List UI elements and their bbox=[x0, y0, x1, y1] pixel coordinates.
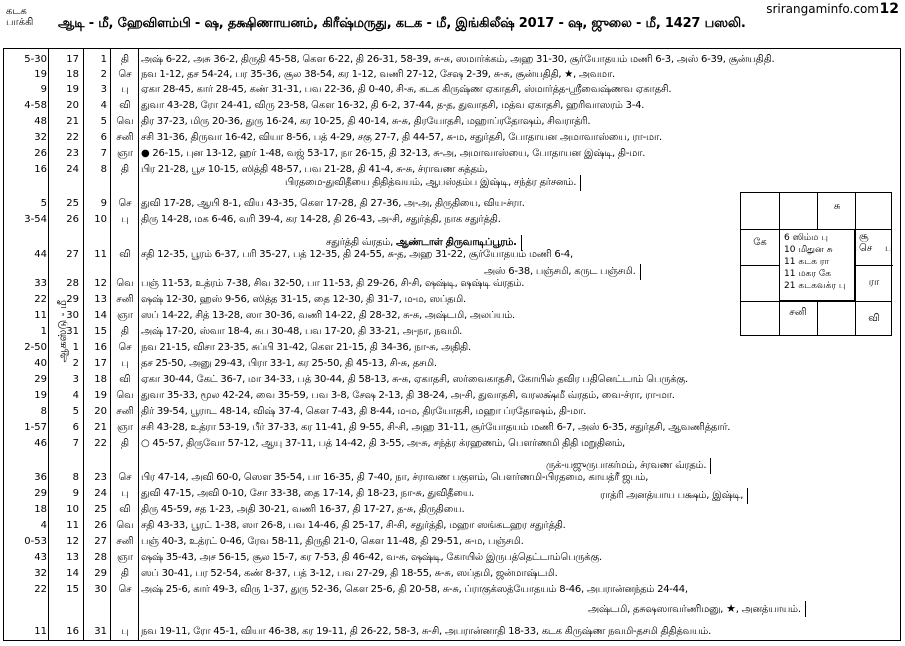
tamil-date-cell: 19 bbox=[94, 390, 107, 401]
english-date-cell: 1 bbox=[72, 342, 79, 353]
tamil-date-cell: 5 bbox=[100, 116, 107, 127]
details-cell: சதி 12-35, பூரம் 6-37, பரி 35-27, பத் 12-35, தி 24-55, சு-த, அஹ 31-22, சூர்யோதயம் மணி 6-4, bbox=[141, 249, 573, 260]
weekday-cell: வெ bbox=[116, 278, 134, 289]
paakki-cell: 9 bbox=[40, 84, 47, 95]
table-row bbox=[3, 624, 901, 640]
table-row bbox=[3, 114, 901, 130]
row-note-22: ருக்-யஜுருபாகர்மம், ச்ரவண வ்ரதம். bbox=[546, 458, 711, 474]
paakki-cell: 22 bbox=[34, 294, 47, 305]
table-row bbox=[3, 502, 901, 518]
paakki-cell: 16 bbox=[34, 164, 47, 175]
english-date-cell: 22 bbox=[66, 132, 79, 143]
rasi-ra: ரா bbox=[868, 277, 880, 288]
table-row bbox=[3, 52, 901, 68]
tamil-date-cell: 8 bbox=[100, 164, 107, 175]
details-cell: ஸப் 14-22, சித் 13-28, ஸா 30-36, வணி 14-22, தி 28-32, சு-சு, அஷ்டமி, அலப்யம். bbox=[141, 310, 515, 321]
table-row bbox=[3, 82, 901, 98]
rasi-right1: சூ bbox=[859, 231, 869, 242]
details-cell: திரு 45-59, சத 1-23, அதி 30-21, வணி 16-37, தி 17-27, த-சு, திருதியை. bbox=[141, 504, 465, 515]
details-cell: பிர 21-28, பூச 10-15, ஸித்தி 48-57, பவ 21-28, தி 41-4, சு-சு, ச்ராவண சுத்தம், bbox=[141, 164, 488, 175]
rasi-chart bbox=[740, 192, 892, 336]
table-row bbox=[3, 420, 901, 436]
table-row bbox=[3, 550, 901, 566]
rasi-inner-line: 11 கடக ரா bbox=[784, 257, 830, 267]
details-cell: அஷ் 25-6, கார் 49-3, விரு 1-37, துரு 52-36, கௌ 25-6, தி 20-58, சு-சு, ப்ராகுக்ஸத்யோதயம் 8-46, அபரான்னந்தம் 24-44, bbox=[141, 584, 688, 595]
weekday-cell: செ bbox=[118, 69, 132, 80]
paakki-cell: 19 bbox=[34, 390, 47, 401]
kataka-label bbox=[6, 6, 33, 28]
english-date-cell: 26 bbox=[66, 214, 79, 225]
paakki-cell: 19 bbox=[34, 69, 47, 80]
star-icon: ★ bbox=[726, 602, 736, 615]
kataka-text: கடக bbox=[6, 6, 27, 17]
paakki-cell: 40 bbox=[34, 358, 47, 369]
weekday-cell: செ bbox=[118, 584, 132, 595]
english-date-cell: 10 bbox=[66, 504, 79, 515]
english-date-cell: 14 bbox=[66, 568, 79, 579]
paakki-cell: 29 bbox=[34, 374, 47, 385]
page-number: 12 bbox=[879, 1, 899, 17]
details-cell: துவா 35-33, மூல 42-24, வை 35-59, பவ 3-8, சேஷ 2-13, தி 38-24, அ-சி, துவாதசி, வரலக்ஷ்மீ வ்ரதம், வை-ச்ரா, ரா-மா. bbox=[141, 390, 675, 401]
note-10-b: ஆண்டாள் திருவாடிப்பூரம். bbox=[395, 237, 517, 248]
paakki-cell: 0-53 bbox=[24, 536, 47, 547]
english-date-cell: 2 bbox=[72, 358, 79, 369]
details-cell: நவ 21-15, விசா 23-35, சுப்பி 31-42, கௌ 21-15, தி 34-36, நா-சு, அதிதி. bbox=[141, 342, 471, 353]
rasi-vi: வி bbox=[868, 313, 880, 324]
tamil-date-cell: 22 bbox=[94, 438, 107, 449]
weekday-cell: பு bbox=[121, 214, 129, 225]
tamil-date-cell: 7 bbox=[100, 148, 107, 159]
tamil-date-cell: 30 bbox=[94, 584, 107, 595]
row-note-30 bbox=[588, 601, 806, 617]
weekday-cell: ஞா bbox=[117, 148, 133, 159]
english-date-cell: 29 bbox=[66, 294, 79, 305]
english-date-cell: 21 bbox=[66, 116, 79, 127]
paakki-cell: 5 bbox=[40, 198, 47, 209]
weekday-cell: தி bbox=[120, 326, 130, 337]
details-cell: துவி 17-28, ஆயி 8-1, விய 43-35, கௌ 17-28, தி 27-36, அ-அ, திருதியை, விய-ச்ரா. bbox=[141, 198, 525, 209]
tamil-date-cell: 18 bbox=[94, 374, 107, 385]
row-note-23: ராத்ரி அனத்யாய பக்ஷம், இஷ்டி, bbox=[600, 488, 748, 504]
details-cell: திர் 39-54, பூராட 48-14, விஷ் 37-4, கௌ 7-43, தி 8-44, ம-ம, திரயோதசி, மஹா ப்ரதோஷம், தி-மா. bbox=[141, 406, 587, 417]
page-title: ஆடி - மீ, ஹேவிளம்பி - ஷ, தக்ஷிணாயனம், கிரீஷ்மருது, கடக - மீ, இங்கிலீஷ் 2017 - ஷ, ஜுலை - மீ, 1427 பஸலி. bbox=[58, 16, 746, 31]
table-row bbox=[3, 388, 901, 404]
tamil-date-cell: 26 bbox=[94, 520, 107, 531]
tamil-date-cell: 15 bbox=[94, 326, 107, 337]
page-header bbox=[0, 0, 905, 48]
paakki-cell: 29 bbox=[34, 488, 47, 499]
rasi-inner bbox=[779, 229, 855, 301]
english-date-cell: 18 bbox=[66, 69, 79, 80]
rasi-inner-line: 21 கடகவக்ர பு bbox=[784, 281, 846, 291]
details-cell: சசி 31-36, திருவா 16-42, வியா 8-56, பத் 4-29, சகு 27-7, தி 44-57, சு-ம, சதுர்தசி, போதாயன அமாவாஸ்யை, ரா-மா. bbox=[141, 132, 662, 143]
details-cell: அஷ் 17-20, ஸ்வா 18-4, சுப 30-48, பவ 17-20, தி 33-21, அ-நா, நவமி. bbox=[141, 326, 463, 337]
english-date-cell: 25 bbox=[66, 198, 79, 209]
english-date-cell: 3 bbox=[72, 374, 79, 385]
weekday-cell: தி bbox=[120, 568, 130, 579]
weekday-cell: சனி bbox=[116, 132, 134, 143]
rasi-sani: சனி bbox=[789, 307, 807, 318]
english-date-cell: 4 bbox=[72, 390, 79, 401]
english-date-cell: 12 bbox=[66, 536, 79, 547]
weekday-cell: வி bbox=[119, 249, 131, 260]
english-date-cell: 19 bbox=[66, 84, 79, 95]
paakki-cell: 46 bbox=[34, 438, 47, 449]
rasi-top-planet: சு bbox=[833, 201, 841, 212]
details-cell: துவி 47-15, அவி 0-10, சோ 33-38, தை 17-14, தி 18-23, நா-சு, துவிதீயை. bbox=[141, 488, 475, 499]
paakki-cell: 32 bbox=[34, 568, 47, 579]
table-row bbox=[3, 67, 901, 83]
tamil-date-cell: 14 bbox=[94, 310, 107, 321]
english-date-cell: 30 bbox=[66, 310, 79, 321]
english-date-cell: 16 bbox=[66, 626, 79, 637]
details-cell: ஏகா 30-44, கேட் 36-7, மா 34-33, பத் 30-44, தி 58-13, சு-சு, ஏகாதசி, ஸர்வைகாதசி, கோயில் தவிர பதினெட்டாம் பெருக்கு. bbox=[141, 374, 688, 385]
english-date-cell: 23 bbox=[66, 148, 79, 159]
details-cell: பிர 47-14, அவி 60-0, ஸௌ 35-54, பா 16-35, தி 7-40, நா, ச்ராவண பகுளம், பௌர்ணமி-பிரதமை, காயத்ரீ ஜபம், bbox=[141, 472, 649, 483]
rasi-right2: செ bbox=[859, 243, 873, 254]
tamil-date-cell: 13 bbox=[94, 294, 107, 305]
weekday-cell: வி bbox=[119, 504, 131, 515]
table-row bbox=[3, 340, 901, 356]
row-note-10 bbox=[326, 235, 522, 251]
table-row bbox=[3, 356, 901, 372]
paakki-cell: 1 bbox=[40, 326, 47, 337]
details-cell: ஷஷ் 35-43, அச 56-15, சூல 15-7, கர 7-53, தி 46-42, வ-சு, ஷஷ்டி, கோயில் இருபத்தெட்டாம்பெருக்கு. bbox=[141, 552, 602, 563]
weekday-cell: சனி bbox=[116, 294, 134, 305]
tamil-date-cell: 23 bbox=[94, 472, 107, 483]
tamil-date-cell: 16 bbox=[94, 342, 107, 353]
tamil-date-cell: 20 bbox=[94, 406, 107, 417]
paakki-cell: 36 bbox=[34, 472, 47, 483]
weekday-cell: சனி bbox=[116, 536, 134, 547]
details-cell: நவ 1-12, தச 54-24, பர 35-36, சூல 38-54, கர 1-12, வணி 27-12, சேஷ 2-39, சு-சு, சூன்யதிதி, ★, அவமா. bbox=[141, 69, 615, 80]
weekday-cell: வெ bbox=[116, 520, 134, 531]
table-row bbox=[3, 518, 901, 534]
grid-line bbox=[817, 301, 818, 335]
english-date-cell: 5 bbox=[72, 406, 79, 417]
paakki-cell: 11 bbox=[34, 310, 47, 321]
details-cell: ○ 45-57, திருவோ 57-12, ஆயு 37-11, பத் 14-42, தி 3-55, அ-சு, சந்த்ர க்ரஹணம், பௌர்ணமி திதி மறுதினம், bbox=[141, 438, 625, 449]
weekday-cell: சனி bbox=[116, 406, 134, 417]
row-note-8: பிரதமை-துவிதீயை திதித்வயம், ஆபஸ்தம்ப இஷ்டி, சந்த்ர தர்சனம். bbox=[285, 175, 581, 191]
paakki-cell: 32 bbox=[34, 132, 47, 143]
details-cell: ஏகா 28-45, கார் 28-45, கண் 31-31, பவ 22-36, தி 0-40, சி-சு, கடக கிருஷ்ண ஏகாதசி, ஸ்மார்த்த-ஸ்ரீவைஷ்ணவ ஏகாதசி. bbox=[141, 84, 672, 95]
table-row bbox=[3, 146, 901, 162]
paakki-cell: 48 bbox=[34, 116, 47, 127]
weekday-cell: பு bbox=[121, 626, 129, 637]
weekday-cell: பு bbox=[121, 84, 129, 95]
rasi-inner-line: 10 மிதுன சு bbox=[784, 245, 833, 255]
english-date-cell: 28 bbox=[66, 278, 79, 289]
paakki-cell: 18 bbox=[34, 504, 47, 515]
weekday-cell: பு bbox=[121, 358, 129, 369]
note-10-a: சதுர்த்தி வ்ரதம், bbox=[326, 237, 396, 248]
weekday-cell: வெ bbox=[116, 390, 134, 401]
grid-line bbox=[817, 193, 818, 229]
paakki-cell: 43 bbox=[34, 552, 47, 563]
table-row bbox=[3, 130, 901, 146]
tamil-date-cell: 21 bbox=[94, 422, 107, 433]
tamil-date-cell: 29 bbox=[94, 568, 107, 579]
tamil-date-cell: 11 bbox=[94, 249, 107, 260]
weekday-cell: தி bbox=[120, 164, 130, 175]
english-date-cell: 7 bbox=[72, 438, 79, 449]
tamil-date-cell: 28 bbox=[94, 552, 107, 563]
english-date-cell: 9 bbox=[72, 488, 79, 499]
paakki-cell: 4-58 bbox=[24, 100, 47, 111]
tamil-date-cell: 10 bbox=[94, 214, 107, 225]
details-cell: துவா 43-28, ரோ 24-41, விரு 23-58, கௌ 16-32, தி 6-2, 37-44, த-த, துவாதசி, மத்வ ஏகாதசி, ஹரிவாஸரம் 3-4. bbox=[141, 100, 645, 111]
weekday-cell: வெ bbox=[116, 116, 134, 127]
details-cell: பஞ் 11-53, உத்ரம் 7-38, சிவ 32-50, பா 11-53, தி 29-26, சி-சி, ஷஷ்டி, ஷஷ்டி வ்ரதம். bbox=[141, 278, 525, 289]
paakki-cell: 26 bbox=[34, 148, 47, 159]
paakki-cell: 1-57 bbox=[24, 422, 47, 433]
paakki-text: பாக்கி bbox=[6, 17, 34, 28]
tamil-date-cell: 3 bbox=[100, 84, 107, 95]
paakki-cell: 44 bbox=[34, 249, 47, 260]
table-row bbox=[3, 470, 901, 486]
weekday-cell: செ bbox=[118, 342, 132, 353]
tamil-date-cell: 9 bbox=[100, 198, 107, 209]
tamil-date-cell: 1 bbox=[100, 54, 107, 65]
rasi-inner-line: 6 ஸிம்ம பு bbox=[784, 233, 828, 243]
table-row bbox=[3, 98, 901, 114]
tamil-date-cell: 25 bbox=[94, 504, 107, 515]
paakki-cell: 3-54 bbox=[24, 214, 47, 225]
note-30-a: அஷ்டமி, தசுஷஸாவர்ணிமனு, bbox=[588, 604, 727, 615]
rasi-inner-line: 11 மகர கே bbox=[784, 269, 831, 279]
details-cell: அஷ் 6-22, அசு 36-2, திருதி 45-58, கௌ 6-22, தி 26-31, 58-39, சு-சு, ஸமார்க்கம், அஹ 31-30, சூர்யோதயம் மணி 6-3, அஸ் 6-39, சூன்யதிதி. bbox=[141, 54, 775, 65]
month-label: ஆகஸ்டு - மீ bbox=[56, 300, 69, 363]
table-row bbox=[3, 486, 901, 502]
paakki-cell: 4 bbox=[40, 520, 47, 531]
paakki-cell: 33 bbox=[34, 278, 47, 289]
paakki-cell: 5-30 bbox=[24, 54, 47, 65]
weekday-cell: தி bbox=[120, 54, 130, 65]
english-date-cell: 11 bbox=[66, 520, 79, 531]
details-cell: சதி 43-33, பூரட் 1-38, ஸா 26-8, பவ 14-46, தி 25-17, சி-சி, சதுர்த்தி, மஹா ஸங்கடஹர சதுர்த்தி. bbox=[141, 520, 566, 531]
weekday-cell: தி bbox=[120, 438, 130, 449]
rasi-right-box bbox=[859, 231, 897, 267]
rasi-ke: கே bbox=[753, 237, 767, 248]
paakki-cell: 8 bbox=[40, 406, 47, 417]
english-date-cell: 8 bbox=[72, 472, 79, 483]
weekday-cell: வி bbox=[119, 100, 131, 111]
tamil-date-cell: 31 bbox=[94, 626, 107, 637]
weekday-cell: ஞா bbox=[117, 310, 133, 321]
tamil-date-cell: 2 bbox=[100, 69, 107, 80]
weekday-cell: பு bbox=[121, 488, 129, 499]
english-date-cell: 6 bbox=[72, 422, 79, 433]
paakki-cell: 22 bbox=[34, 584, 47, 595]
weekday-cell: செ bbox=[118, 198, 132, 209]
weekday-cell: ஞா bbox=[117, 422, 133, 433]
note-30-b: , அனத்யாயம். bbox=[735, 604, 801, 615]
table-row bbox=[3, 436, 901, 452]
weekday-cell: செ bbox=[118, 472, 132, 483]
paakki-cell: 2-50 bbox=[24, 342, 47, 353]
english-date-cell: 15 bbox=[66, 584, 79, 595]
table-row bbox=[3, 372, 901, 388]
table-row bbox=[3, 582, 901, 598]
row-note-11: அஸ் 6-38, பஞ்சமி, கருட பஞ்சமி. bbox=[484, 264, 641, 280]
english-date-cell: 27 bbox=[66, 249, 79, 260]
details-cell: திர 37-23, மிரு 20-36, துரு 16-24, கர 10-25, தி 40-14, சு-சு, திரயோதசி, மஹாப்ரதோஷம், சிவராத்ரி. bbox=[141, 116, 591, 127]
tamil-date-cell: 4 bbox=[100, 100, 107, 111]
details-cell: திரு 14-28, மக 6-46, வரி 39-4, கர 14-28, தி 26-43, அ-சி, சதுர்த்தி, நாக சதுர்த்தி. bbox=[141, 214, 501, 225]
tamil-date-cell: 12 bbox=[94, 278, 107, 289]
tamil-date-cell: 24 bbox=[94, 488, 107, 499]
english-date-cell: 24 bbox=[66, 164, 79, 175]
tamil-date-cell: 17 bbox=[94, 358, 107, 369]
details-cell: ஷஷ் 12-30, ஹஸ் 9-56, ஸித்த 31-15, தை 12-30, தி 31-7, ம-ம, ஸப்தமி. bbox=[141, 294, 466, 305]
paakki-cell: 11 bbox=[34, 626, 47, 637]
tamil-date-cell: 27 bbox=[94, 536, 107, 547]
details-cell: நவ 19-11, ரோ 45-1, வியா 46-38, கர 19-11, தி 26-22, 58-3, சு-சி, அபரான்னாதி 18-33, கடக கிருஷ்ண நவமி-தசமி திதித்வயம். bbox=[141, 626, 712, 637]
table-row bbox=[3, 566, 901, 582]
table-row bbox=[3, 404, 901, 420]
details-cell: ● 26-15, புன 13-12, ஹர் 1-48, வஜ் 53-17, நா 26-15, தி 32-13, சு-அ, அமாவாஸ்யை, போதாயன இஷ்டி, தி-மா. bbox=[141, 148, 646, 159]
tamil-date-cell: 6 bbox=[100, 132, 107, 143]
weekday-cell: வி bbox=[119, 374, 131, 385]
site-name: srirangaminfo.com bbox=[766, 2, 879, 16]
english-date-cell: 20 bbox=[66, 100, 79, 111]
details-cell: தச 25-50, அனு 29-43, பிரா 33-1, கர 25-50, தி 45-13, சி-சு, தசமி. bbox=[141, 358, 437, 369]
english-date-cell: 13 bbox=[66, 552, 79, 563]
details-cell: சசி 43-28, உத்ரா 53-19, பீர் 37-33, கர 11-41, தி 9-55, சி-சி, அஹ 31-11, சூர்யோதயம் மணி 6-7, அஸ் 6-35, சதுர்தசி, ஆவணித்தார். bbox=[141, 422, 731, 433]
english-date-cell: 17 bbox=[66, 54, 79, 65]
english-date-cell: 31 bbox=[66, 326, 79, 337]
details-cell: ஸப் 30-41, பர 52-54, கண் 8-37, பத் 3-12, பவ 27-29, தி 18-55, சு-சு, ஸப்தமி, ஜன்மாஷ்டமி. bbox=[141, 568, 558, 579]
rasi-right3: பு bbox=[885, 243, 893, 254]
details-cell: பஞ் 40-3, உத்ரட் 0-46, ரேவ 58-11, திருதி 21-0, கௌ 11-48, தி 29-51, சு-ம, பஞ்சமி. bbox=[141, 536, 524, 547]
table-row bbox=[3, 534, 901, 550]
weekday-cell: ஞா bbox=[117, 552, 133, 563]
